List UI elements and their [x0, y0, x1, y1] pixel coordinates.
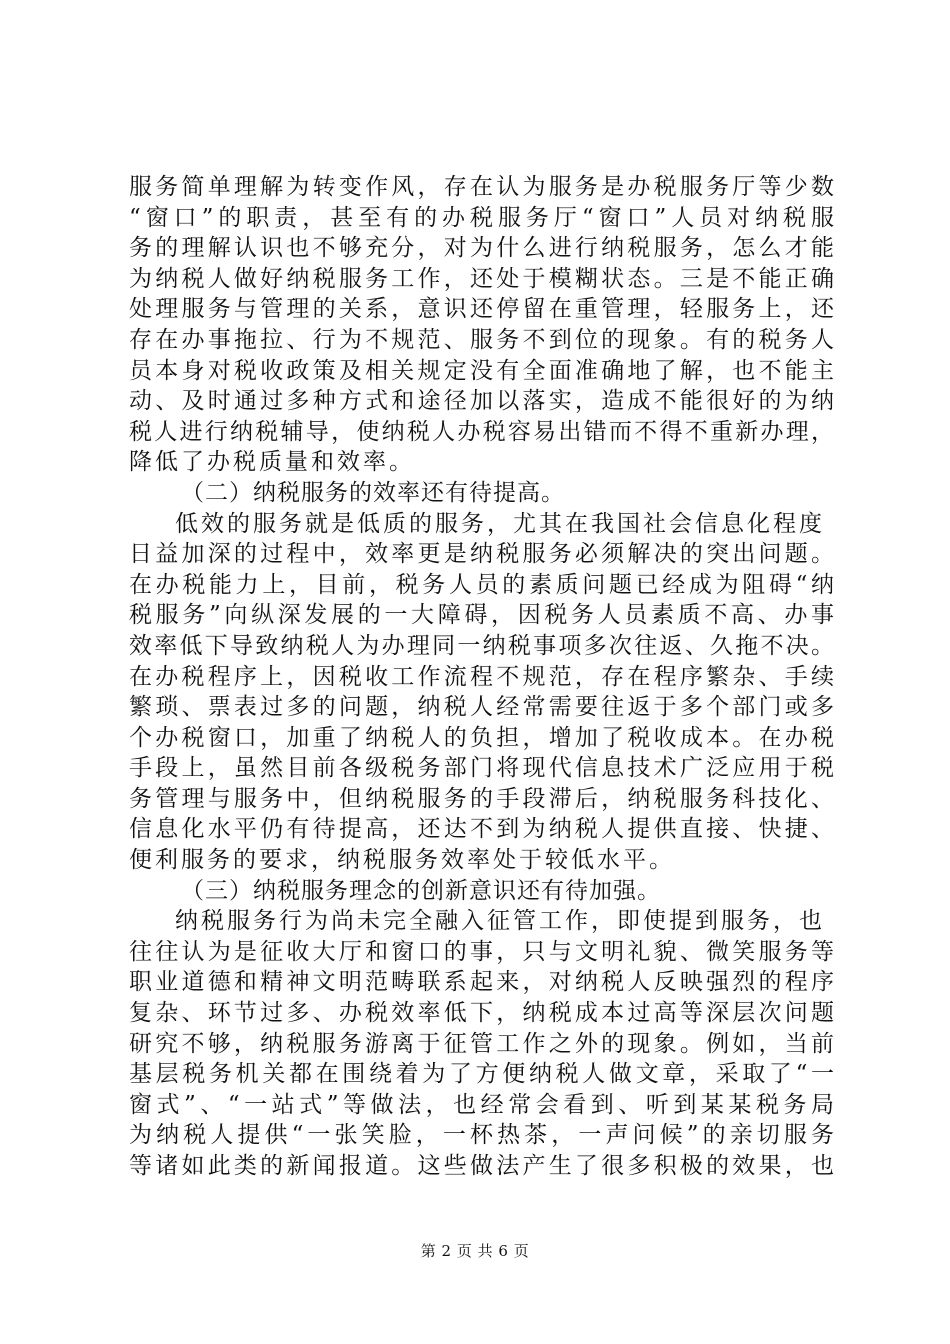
text-line: 务管理与服务中，但纳税服务的手段滞后，纳税服务科技化、 [129, 785, 834, 812]
section-heading: （二）纳税服务的效率还有待提高。 [181, 479, 565, 506]
text-line: 等诸如此类的新闻报道。这些做法产生了很多积极的效果，也 [129, 1153, 834, 1179]
text-line: 动、及时通过多种方式和途径加以落实，造成不能很好的为纳 [129, 388, 834, 415]
text-line: 个办税窗口，加重了纳税人的负担，增加了税收成本。在办税 [129, 724, 834, 751]
text-line: 为纳税人提供“一张笑脸，一杯热茶，一声问候”的亲切服务 [129, 1122, 834, 1149]
text-line: 窗式”、“一站式”等做法，也经常会看到、听到某某税务局 [129, 1091, 834, 1118]
text-line: 往往认为是征收大厅和窗口的事，只与文明礼貌、微笑服务等 [129, 938, 834, 965]
text-line: “窗口”的职责，甚至有的办税服务厅“窗口”人员对纳税服 [129, 204, 834, 231]
body-text [129, 172, 834, 1182]
text-line: 繁琐、票表过多的问题，纳税人经常需要往返于多个部门或多 [129, 694, 834, 721]
text-line: 研究不够，纳税服务游离于征管工作之外的现象。例如，当前 [129, 1030, 834, 1057]
text-line: 降低了办税质量和效率。 [129, 449, 415, 476]
text-line: 员本身对税收政策及相关规定没有全面准确地了解，也不能主 [129, 357, 834, 384]
text-line: 处理服务与管理的关系，意识还停留在重管理，轻服务上，还 [129, 296, 834, 323]
text-line: 职业道德和精神文明范畴联系起来，对纳税人反映强烈的程序 [129, 969, 834, 996]
text-line: 在办税能力上，目前，税务人员的素质问题已经成为阻碍“纳 [129, 571, 834, 598]
text-line: 复杂、环节过多、办税效率低下，纳税成本过高等深层次问题 [129, 1000, 834, 1027]
text-line: 纳税服务行为尚未完全融入征管工作，即使提到服务，也 [175, 908, 825, 935]
text-line: 日益加深的过程中，效率更是纳税服务必须解决的突出问题。 [129, 541, 834, 568]
text-line: 税服务”向纵深发展的一大障碍，因税务人员素质不高、办事 [129, 602, 834, 629]
text-line: 服务简单理解为转变作风，存在认为服务是办税服务厅等少数 [129, 174, 834, 200]
text-line: 存在办事拖拉、行为不规范、服务不到位的现象。有的税务人 [129, 326, 834, 353]
text-line: 务的理解认识也不够充分，对为什么进行纳税服务，怎么才能 [129, 235, 834, 262]
text-line: 基层税务机关都在围绕着为了方便纳税人做文章，采取了“一 [129, 1061, 834, 1088]
text-line: 便利服务的要求，纳税服务效率处于较低水平。 [129, 847, 675, 874]
text-line: 税人进行纳税辅导，使纳税人办税容易出错而不得不重新办理， [129, 418, 834, 445]
page-footer: 第 2 页 共 6 页 [420, 1242, 530, 1260]
text-line: 为纳税人做好纳税服务工作，还处于模糊状态。三是不能正确 [129, 265, 834, 292]
text-line: 低效的服务就是低质的服务，尤其在我国社会信息化程度 [175, 510, 825, 537]
text-line: 在办税程序上，因税收工作流程不规范，存在程序繁杂、手续 [129, 663, 834, 690]
text-line: 信息化水平仍有待提高，还达不到为纳税人提供直接、快捷、 [129, 816, 834, 843]
text-line: 效率低下导致纳税人为办理同一纳税事项多次往返、久拖不决。 [129, 632, 834, 659]
section-heading: （三）纳税服务理念的创新意识还有待加强。 [181, 877, 661, 904]
text-line: 手段上，虽然目前各级税务部门将现代信息技术广泛应用于税 [129, 755, 834, 782]
